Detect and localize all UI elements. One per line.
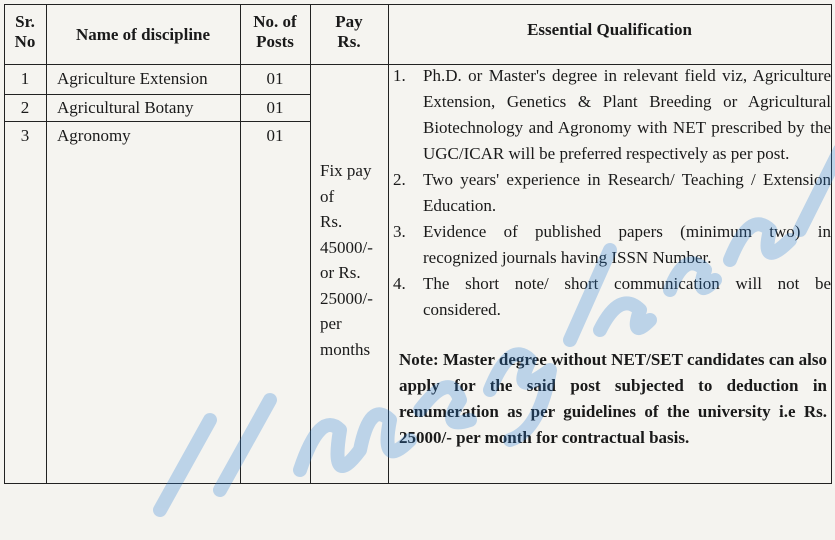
qualification-item: [391, 167, 831, 219]
header-sr-no-line1: Sr.: [15, 12, 35, 31]
qualification-number: 2.: [393, 170, 406, 189]
qualification-text: The short note/ short communication will not be considered.: [423, 274, 831, 319]
qualification-item: [391, 271, 831, 323]
header-pay: [310, 12, 388, 52]
pay-line: months: [320, 339, 371, 359]
qualification-text: Two years' experience in Research/ Teaching / Extension Education.: [423, 170, 831, 215]
qualification-number: 4.: [393, 274, 406, 293]
qualification-item: [391, 219, 831, 271]
qualification-text: Evidence of published papers (minimum two) in recognized journals having ISSN Number.: [423, 222, 831, 267]
pay-line: Rs.: [320, 212, 343, 231]
row-3-sr: 3: [20, 126, 30, 145]
row-3-posts: 01: [266, 126, 284, 145]
row-1-bottom-border: [4, 94, 310, 95]
row-2-sr: 2: [20, 98, 30, 117]
qualification-text: Ph.D. or Master's degree in relevant field viz, Agriculture Extension, Genetics & Plant Breeding or Agricultural Biotechnology and Agronomy with NET prescribed by the UGC/ICAR will be preferred respectively as per post.: [423, 66, 831, 163]
qualification-list: [391, 63, 831, 323]
row-1-posts: 01: [266, 69, 284, 88]
pay-line: 25000/-: [320, 288, 373, 308]
pay-line: or Rs.: [320, 263, 361, 282]
pay-line: of: [320, 186, 335, 206]
row-2-posts: 01: [266, 98, 284, 117]
table-bottom-border: [4, 483, 831, 484]
header-posts: [240, 12, 310, 52]
row-2-discipline: Agricultural Botany: [57, 98, 194, 117]
qualification-number: 3.: [393, 222, 406, 241]
header-posts-line1: No. of: [253, 12, 297, 31]
pay-line: Fix pay: [320, 161, 372, 180]
header-pay-line2: Rs.: [337, 32, 361, 51]
header-sr-no-line2: No: [14, 32, 36, 51]
table-right-border: [831, 4, 832, 484]
table-top-border: [4, 4, 831, 5]
header-discipline: Name of discipline: [75, 25, 211, 44]
pay-line: per: [320, 314, 342, 333]
eligibility-note: Note: Master degree without NET/SET candidates can also apply for the said post subjected to deduction in renumeration as per guidelines of the university i.e Rs. 25000/- per month for contractual basis.: [399, 350, 827, 447]
header-pay-line1: Pay: [335, 12, 363, 31]
qualification-item: [391, 63, 831, 167]
header-posts-line2: Posts: [256, 32, 294, 51]
col-divider-3: [310, 4, 311, 484]
row-2-bottom-border: [4, 121, 310, 122]
pay-line: 45000/-: [320, 237, 373, 257]
row-3-discipline: Agronomy: [57, 126, 131, 145]
col-divider-4: [388, 4, 389, 484]
qualification-number: 1.: [393, 66, 406, 85]
col-divider-1: [46, 4, 47, 484]
header-qualification: Essential Qualification: [527, 20, 692, 39]
pay-details: [320, 158, 386, 362]
row-1-discipline: Agriculture Extension: [57, 69, 208, 88]
header-sr-no: [4, 12, 46, 52]
row-1-sr: 1: [20, 69, 30, 88]
